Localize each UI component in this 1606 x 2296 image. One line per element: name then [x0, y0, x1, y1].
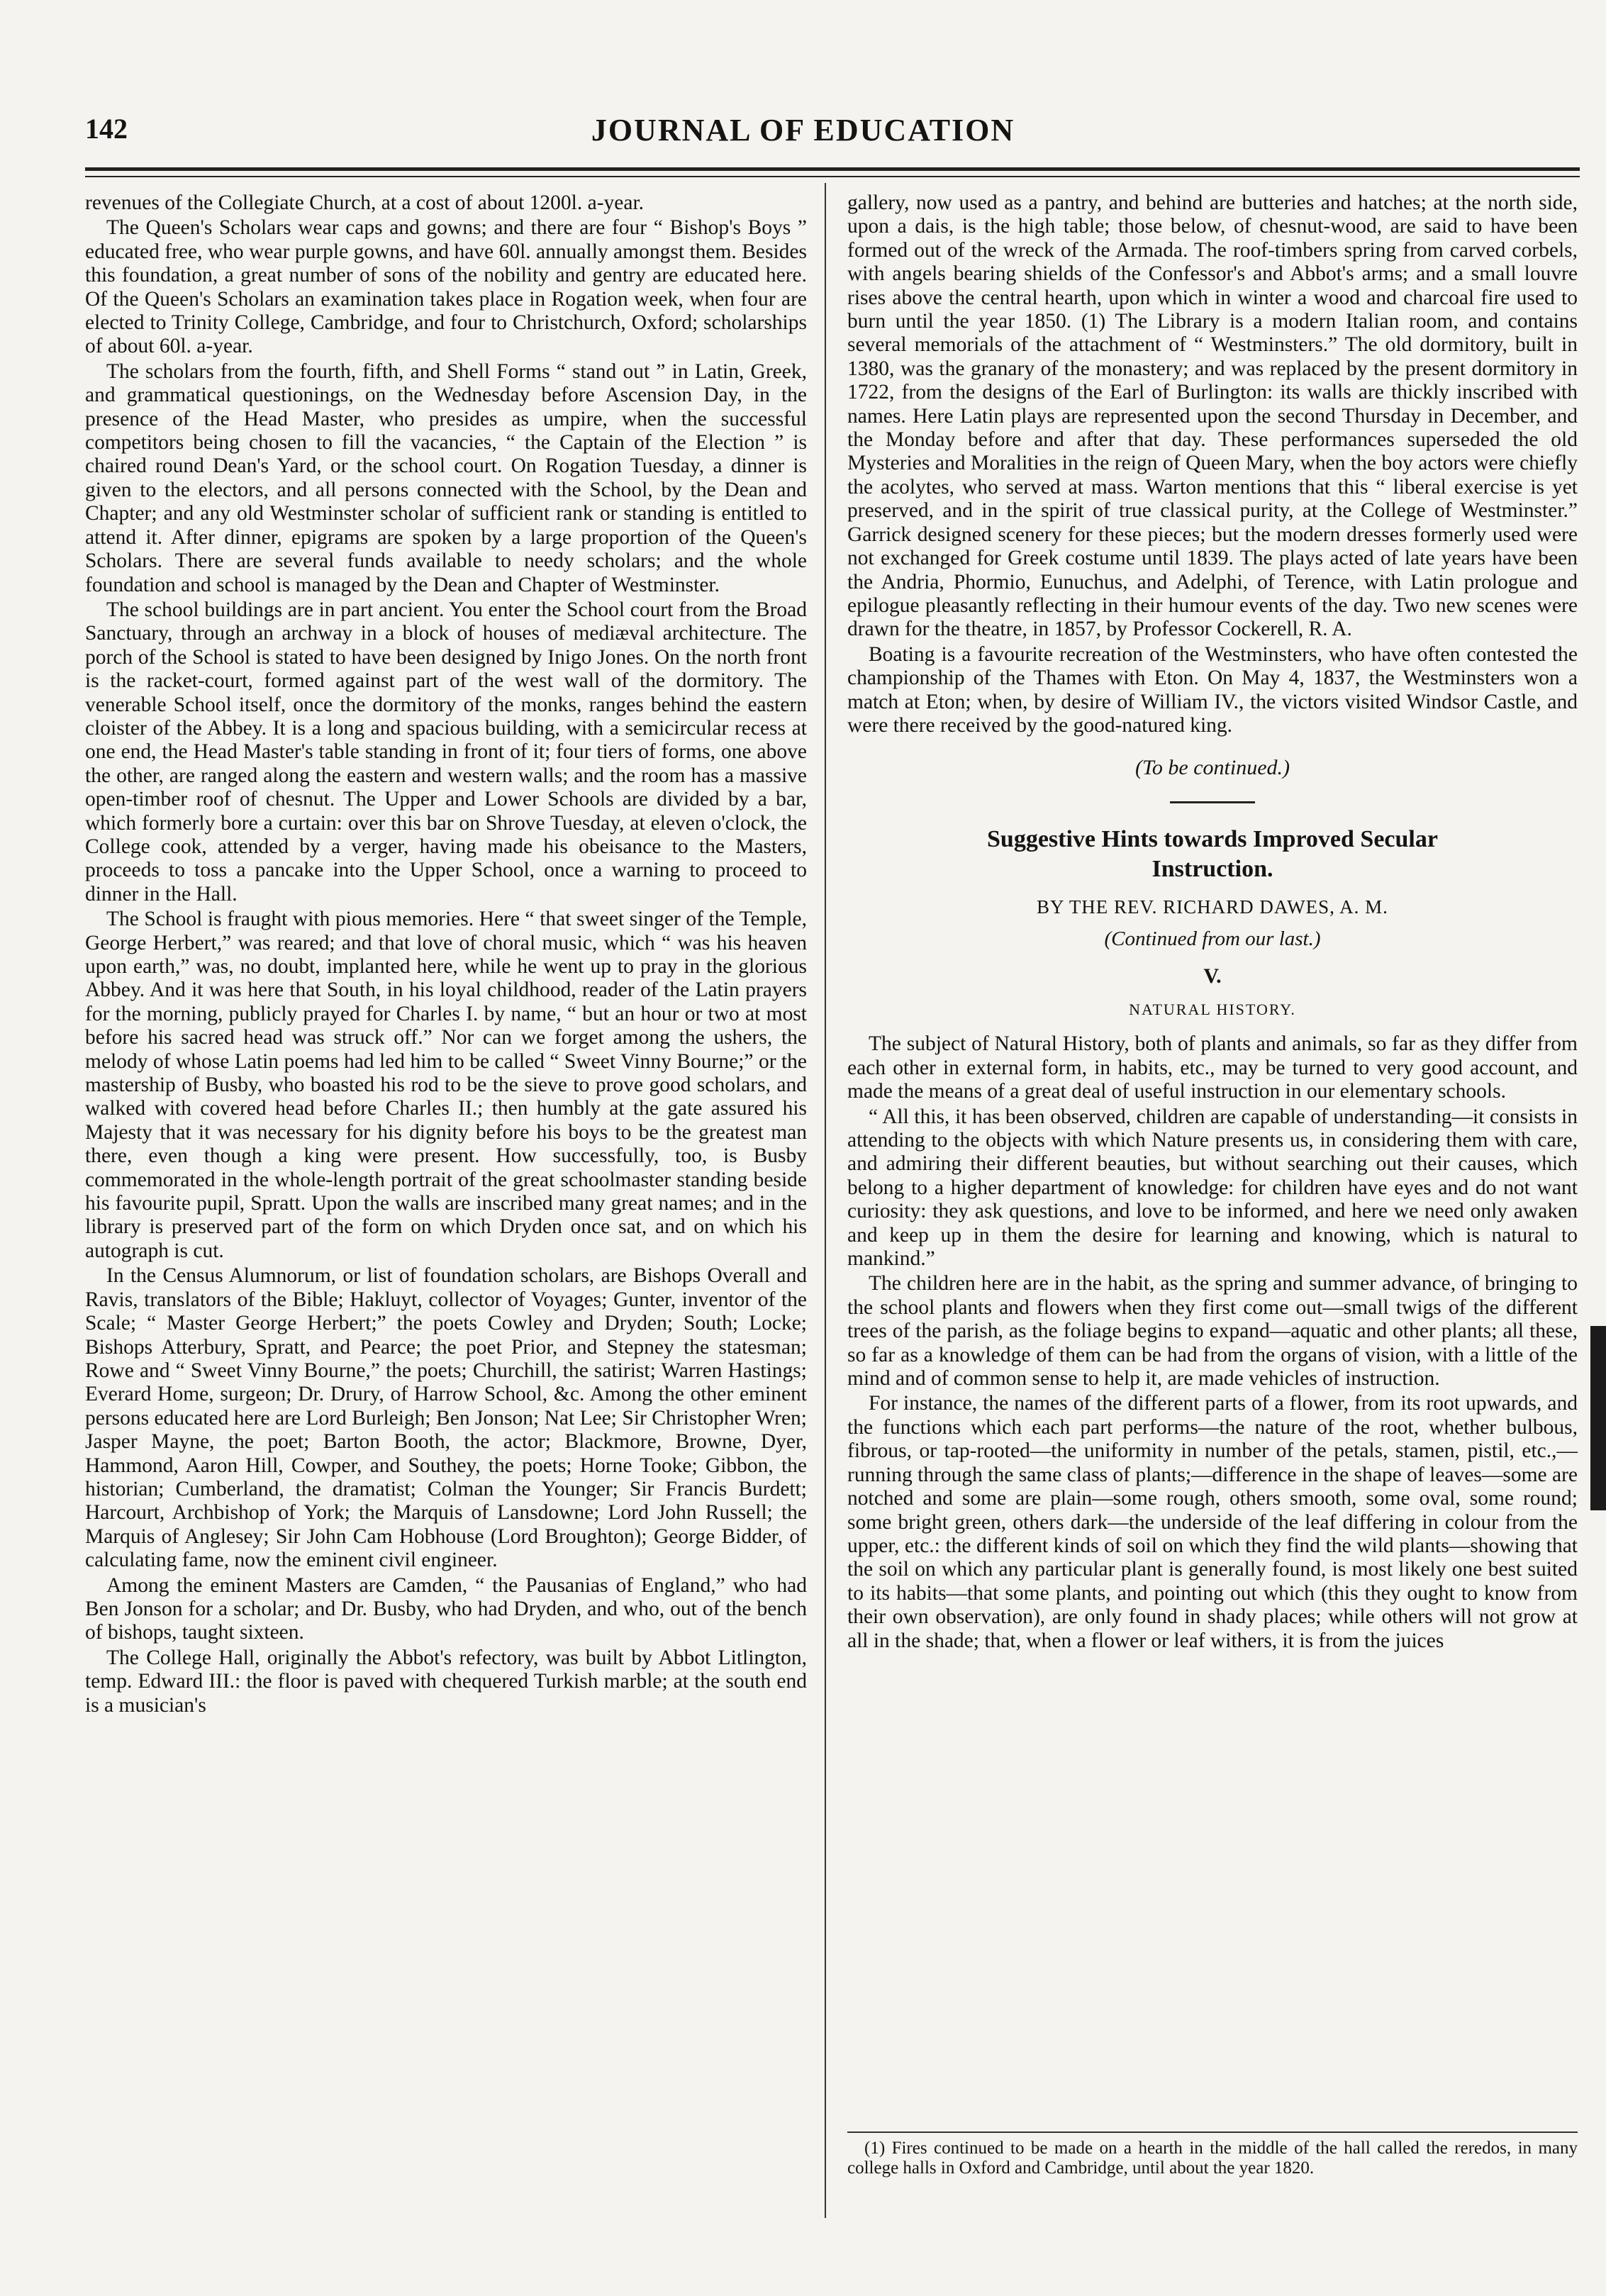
paragraph: “ All this, it has been observed, children are capable of understanding—it consists in attending to the objects with which Nature presents us, in considering them with care, and admiring their different beauties, but without searching out their causes, which belong to a higher department of knowledge: for children have eyes and do not want curiosity: they ask questions, and love to be informed, and here we need only awaken and keep up in them the desire for learning and knowing, which is natural to mankind.”	[847, 1105, 1578, 1271]
paragraph: In the Census Alumnorum, or list of foundation scholars, are Bishops Overall and Ravis, translators of the Bible; Hakluyt, collector of Voyages; Gunter, inventor of the Scale; “ Master George Herbert;” the poets Cowley and Dryden; South; Locke; Bishops Atterbury, Spratt, and Pearce; the poet Prior, and Stepney the statesman; Rowe and “ Sweet Vinny Bourne,” the poets; Churchill, the satirist; Warren Hastings; Everard Home, surgeon; Dr. Drury, of Harrow School, &c. Among the other eminent persons educated here are Lord Burleigh; Ben Jonson; Nat Lee; Sir Christopher Wren; Jasper Mayne, the poet; Barton Booth, the actor; Blackmore, Browne, Dyer, Hammond, Aaron Hill, Cowper, and Southey, the poets; Horne Tooke; Gibbon, the historian; Cumberland, the dramatist; Colman the Younger; Sir Francis Burdett; Harcourt, Archbishop of York; the Marquis of Lansdowne; Lord John Russell; the Marquis of Anglesey; Sir John Cam Hobhouse (Lord Broughton); George Bidder, of calculating fame, now the eminent civil engineer.	[85, 1264, 807, 1572]
right-column	[847, 191, 1578, 1653]
section-number: V.	[1203, 964, 1222, 988]
paragraph: The school buildings are in part ancient. You enter the School court from the Broad Sanctuary, through an archway in a block of houses of mediæval architecture. The porch of the School is stated to have been designed by Inigo Jones. On the north front is the racket-court, formed against part of the west wall of the dormitory. The venerable School itself, once the dormitory of the monks, ranges behind the eastern cloister of the Abbey. It is a long and spacious building, with a semicircular recess at one end, the Head Master's table standing in front of it; four tiers of forms, one above the other, are ranged along the eastern and western walls; and the room has a massive open-timber roof of chesnut. The Upper and Lower Schools are divided by a bar, which formerly bore a curtain: over this bar on Shrove Tuesday, at eleven o'clock, the College cook, attended by a verger, having made his obeisance to the Masters, proceeds to toss a pancake into the Upper School, once a warning to proceed to dinner in the Hall.	[85, 598, 807, 905]
article-title-line-1: Suggestive Hints towards Improved Secular	[987, 825, 1438, 852]
paragraph: Boating is a favourite recreation of the Westminsters, who have often contested the championship of the Thames with Eton. On May 4, 1837, the Westminsters won a match at Eton; when, by desire of William IV., the victors visited Windsor Castle, and were there received by the good-natured king.	[847, 642, 1578, 737]
header-rule-thin	[85, 176, 1580, 177]
paragraph: The subject of Natural History, both of plants and animals, so far as they differ from each other in external form, in habits, etc., may be turned to very good account, and made the means of a great deal of useful instruction in our elementary schools.	[847, 1032, 1578, 1103]
running-head: JOURNAL OF EDUCATION	[591, 113, 1015, 147]
footnote-rule	[847, 2131, 1578, 2133]
continued-from: (Continued from our last.)	[1104, 927, 1321, 951]
header-rule	[85, 167, 1580, 171]
paragraph: The Queen's Scholars wear caps and gowns; and there are four “ Bishop's Boys ” educated free, who wear purple gowns, and have 60l. annually amongst them. Besides this foundation, a great number of sons of the nobility and gentry are educated here. Of the Queen's Scholars an examination takes place in Rogation week, when four are elected to Trinity College, Cambridge, and four to Christchurch, Oxford; scholarships of about 60l. a-year.	[85, 216, 807, 358]
page-number: 142	[85, 113, 128, 145]
scan-edge-mark	[1590, 1326, 1606, 1510]
paragraph: revenues of the Collegiate Church, at a cost of about 1200l. a-year.	[85, 191, 645, 214]
footnote: (1) Fires continued to be made on a hearth in the middle of the hall called the reredos, in many college halls in Oxford and Cambridge, until about the year 1820.	[847, 2139, 1578, 2178]
paragraph: gallery, now used as a pantry, and behind are butteries and hatches; at the north side, upon a dais, is the high table; those below, of chesnut-wood, are said to have been formed out of the wreck of the Armada. The roof-timbers spring from carved corbels, with angels bearing shields of the Confessor's and Abbot's arms; and a small louvre rises above the central hearth, upon which in winter a wood and charcoal fire used to burn until the year 1850. (1) The Library is a modern Italian room, and contains several memorials of the attachment of “ Westminsters.” The old dormitory, built in 1380, was the granary of the monastery; and was replaced by the present dormitory in 1722, from the designs of the Earl of Burlington: its walls are thickly inscribed with names. Here Latin plays are represented upon the second Thursday in December, and the Monday before and after that day. These performances superseded the old Mysteries and Moralities in the reign of Queen Mary, when the boy actors were chiefly the acolytes, who served at mass. Warton mentions that this “ liberal exercise is yet preserved, and in the spirit of true classical purity, at the College of Westminster.” Garrick designed scenery for these pieces; but the modern dresses formerly used were not exchanged for Greek costume until 1839. The plays acted of late years have been the Andria, Phormio, Eunuchus, and Adelphi, of Terence, with Latin prologue and epilogue pleasantly reflecting in their humour events of the day. Two new scenes were drawn for the theatre, in 1857, by Professor Cockerell, R. A.	[847, 191, 1578, 641]
paragraph: The scholars from the fourth, fifth, and Shell Forms “ stand out ” in Latin, Greek, and grammatical questionings, on the Wednesday before Ascension Day, in the presence of the Head Master, who presides as umpire, when the successful competitors being chosen to fill the vacancies, “ the Captain of the Election ” is chaired round Dean's Yard, or the school court. On Rogation Tuesday, a dinner is given to the electors, and all persons connected with the School, by the Dean and Chapter; and any old Westminster scholar of sufficient rank or standing is entitled to attend it. After dinner, epigrams are spoken by a large proportion of the Queen's Scholars. There are several funds available to needy scholars; and the whole foundation and school is managed by the Dean and Chapter of Westminster.	[85, 360, 807, 596]
column-divider	[825, 183, 826, 2218]
paragraph: The School is fraught with pious memories. Here “ that sweet singer of the Temple, George Herbert,” was reared; and that love of choral music, which “ was his heaven upon earth,” was, no doubt, implanted here, while he went up to pray in the glorious Abbey. And it was here that South, in his loyal childhood, reader of the Latin prayers for the morning, publicly prayed for Charles I. by name, “ but an hour or two at most before his sacred head was struck off.” Nor can we forget among the ushers, the melody of whose Latin poems had led him to be called “ Sweet Vinny Bourne;” or the mastership of Busby, who boasted his rod to be the sieve to prove good scholars, and walked with covered head before Charles II.; then humbly at the gate assured his Majesty that it was necessary for his dignity before his boys to be the greatest man there, even though a king were present. How successfully, too, is Busby commemorated in the whole-length portrait of the great schoolmaster standing beside his favourite pupil, Spratt. Upon the walls are inscribed many great names; and in the library is preserved part of the form on which Dryden once sat, and on which his autograph is cut.	[85, 908, 807, 1262]
article-title	[847, 825, 1578, 884]
to-be-continued: (To be continued.)	[1134, 756, 1290, 780]
left-column	[85, 191, 807, 1717]
article-title-line-2: Instruction.	[1151, 855, 1273, 882]
paragraph: The College Hall, originally the Abbot's refectory, was built by Abbot Litlington, temp. Edward III.: the floor is paved with chequered Turkish marble; at the south end is a musician's	[85, 1646, 807, 1717]
section-rule	[1170, 801, 1255, 803]
paragraph: Among the eminent Masters are Camden, “ the Pausanias of England,” who had Ben Jonson for a scholar; and Dr. Busby, who had Dryden, and who, out of the bench of bishops, taught sixteen.	[85, 1573, 807, 1644]
paragraph: The children here are in the habit, as the spring and summer advance, of bringing to the school plants and flowers when they first come out—small twigs of the different trees of the parish, as the foliage begins to expand—aquatic and other plants; all these, so far as a knowledge of them can be had from the organs of vision, with a little of the mind and of common sense to help it, are made vehicles of instruction.	[847, 1272, 1578, 1391]
paragraph: For instance, the names of the different parts of a flower, from its root upwards, and the functions which each part performs—the nature of the root, whether bulbous, fibrous, or tap-rooted—the uniformity in number of the petals, stamen, pistil, etc.,—running through the same class of plants;—difference in the shape of leaves—some are notched and some are plain—some rough, others smooth, some oval, some round; some bright green, others dark—the underside of the leaf differing in colour from the upper, etc.: the different kinds of soil on which they find the wild plants—showing that the soil on which any particular plant is generally found, is most likely one best suited to its habits—that some plants, and pointing out which (this they ought to know from their own observation), are only found in shady places; while others will not grow at all in the shade; that, when a flower or leaf withers, it is from the juices	[847, 1392, 1578, 1652]
section-heading: NATURAL HISTORY.	[1129, 1000, 1296, 1018]
byline: BY THE REV. RICHARD DAWES, A. M.	[1037, 896, 1388, 918]
